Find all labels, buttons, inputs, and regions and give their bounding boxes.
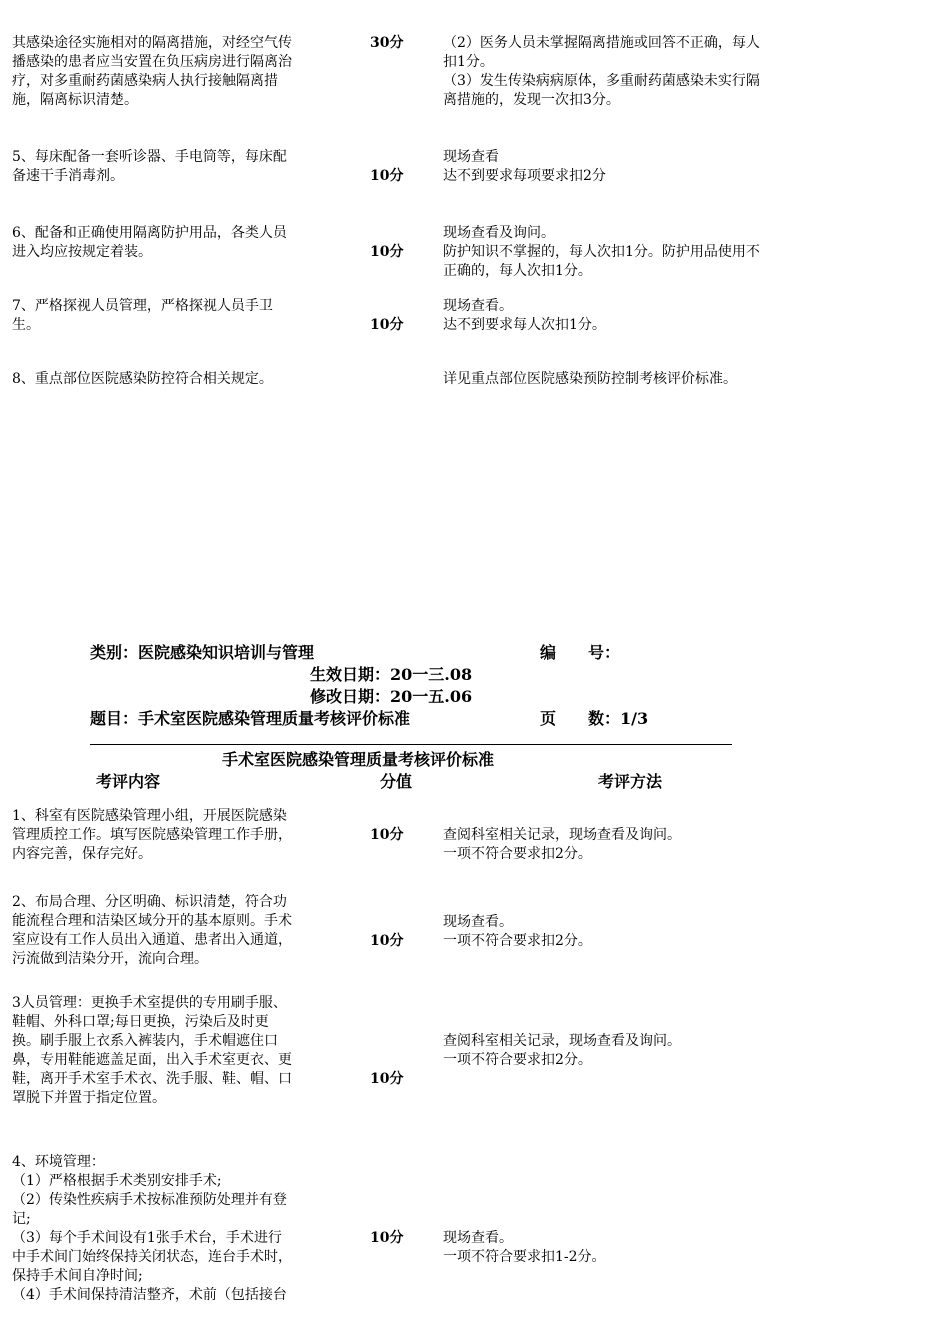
subject-title: 题目：手术室医院感染管理质量考核评价标准 (90, 709, 411, 728)
table-row-3-content: 3人员管理：更换手术室提供的专用刷手服、 鞋帽、外科口罩;每日更换，污染后及时更 换。刷手服上衣系入裤装内，手术帽遮住口 鼻，专用鞋能遮盖足面，出入手术室更衣、更 鞋，离开手术室手术衣、洗手服、鞋、帽、口 罩脱下并置于指定位置。 (12, 995, 292, 1106)
category-label: 类别：医院感染知识培训与管理 (90, 643, 315, 662)
table-row-4-score: 10分 (370, 1230, 404, 1246)
table-row-3-score: 10分 (370, 1071, 404, 1087)
table-row-2-content: 2、布局合理、分区明确、标识清楚，符合功 能流程合理和洁染区域分开的基本原则。手术 室应设有工作人员出入通道、患者出入通道， 污流做到洁染分开，流向合理。 (12, 894, 292, 967)
row-8-content: 8、重点部位医院感染防控符合相关规定。 (12, 371, 273, 387)
effective-date: 生效日期：20一三.08 (310, 665, 473, 684)
table-row-1-score: 10分 (370, 827, 404, 843)
row-5-method: 现场查看 达不到要求每项要求扣2分 (443, 149, 606, 184)
table-row-3-method: 查阅科室相关记录，现场查看及询问。 一项不符合要求扣2分。 (443, 1033, 681, 1068)
column-header-score: 分值 (380, 772, 413, 791)
table-title: 手术室医院感染管理质量考核评价标准 (222, 750, 495, 769)
column-header-method: 考评方法 (598, 772, 663, 791)
table-row-4-method: 现场查看。 一项不符合要求扣1-2分。 (443, 1230, 606, 1265)
modified-date: 修改日期：20一五.06 (310, 687, 473, 706)
row-6-score: 10分 (370, 244, 404, 260)
row-5-content: 5、每床配备一套听诊器、手电筒等，每床配 备速干手消毒剂。 (12, 149, 287, 184)
table-row-1-content: 1、科室有医院感染管理小组，开展医院感染 管理质控工作。填写医院感染管理工作手册， 内容完善，保存完好。 (12, 808, 292, 862)
table-row-2-method: 现场查看。 一项不符合要求扣2分。 (443, 914, 592, 949)
row-isolation-score: 30分 (370, 35, 404, 51)
row-6-method: 现场查看及询问。 防护知识不掌握的，每人次扣1分。防护用品使用不 正确的，每人次扣1分。 (443, 225, 760, 279)
table-row-2-score: 10分 (370, 933, 404, 949)
row-7-method: 现场查看。 达不到要求每人次扣1分。 (443, 298, 606, 333)
row-isolation-method: （2）医务人员未掌握隔离措施或回答不正确，每人 扣1分。 （3）发生传染病病原体，多重耐药菌感染未实行隔 离措施的，发现一次扣3分。 (443, 35, 760, 108)
row-8-method: 详见重点部位医院感染预防控制考核评价标准。 (443, 371, 737, 387)
row-6-content: 6、配备和正确使用隔离防护用品，各类人员 进入均应按规定着装。 (12, 225, 287, 260)
row-isolation-content: 其感染途径实施相对的隔离措施，对经空气传 播感染的患者应当安置在负压病房进行隔离治 疗，对多重耐药菌感染病人执行接触隔离措 施，隔离标识清楚。 (12, 35, 292, 108)
column-header-content: 考评内容 (96, 772, 161, 791)
row-7-content: 7、严格探视人员管理，严格探视人员手卫 生。 (12, 298, 273, 333)
number-label: 编 号： (540, 643, 621, 662)
row-7-score: 10分 (370, 317, 404, 333)
page-count: 页 数：1/3 (540, 709, 649, 728)
row-5-score: 10分 (370, 168, 404, 184)
table-row-4-content: 4、环境管理： （1）严格根据手术类别安排手术; （2）传染性疾病手术按标准预防处理并有登 记; （3）每个手术间设有1张手术台，手术进行 中手术间门始终保持关闭状态，连台手术时， 保持手术间自净时间; （4）手术间保持清洁整齐，术前（包括接台 (12, 1154, 292, 1303)
table-row-1-method: 查阅科室相关记录，现场查看及询问。 一项不符合要求扣2分。 (443, 827, 681, 862)
header-divider (90, 744, 732, 745)
